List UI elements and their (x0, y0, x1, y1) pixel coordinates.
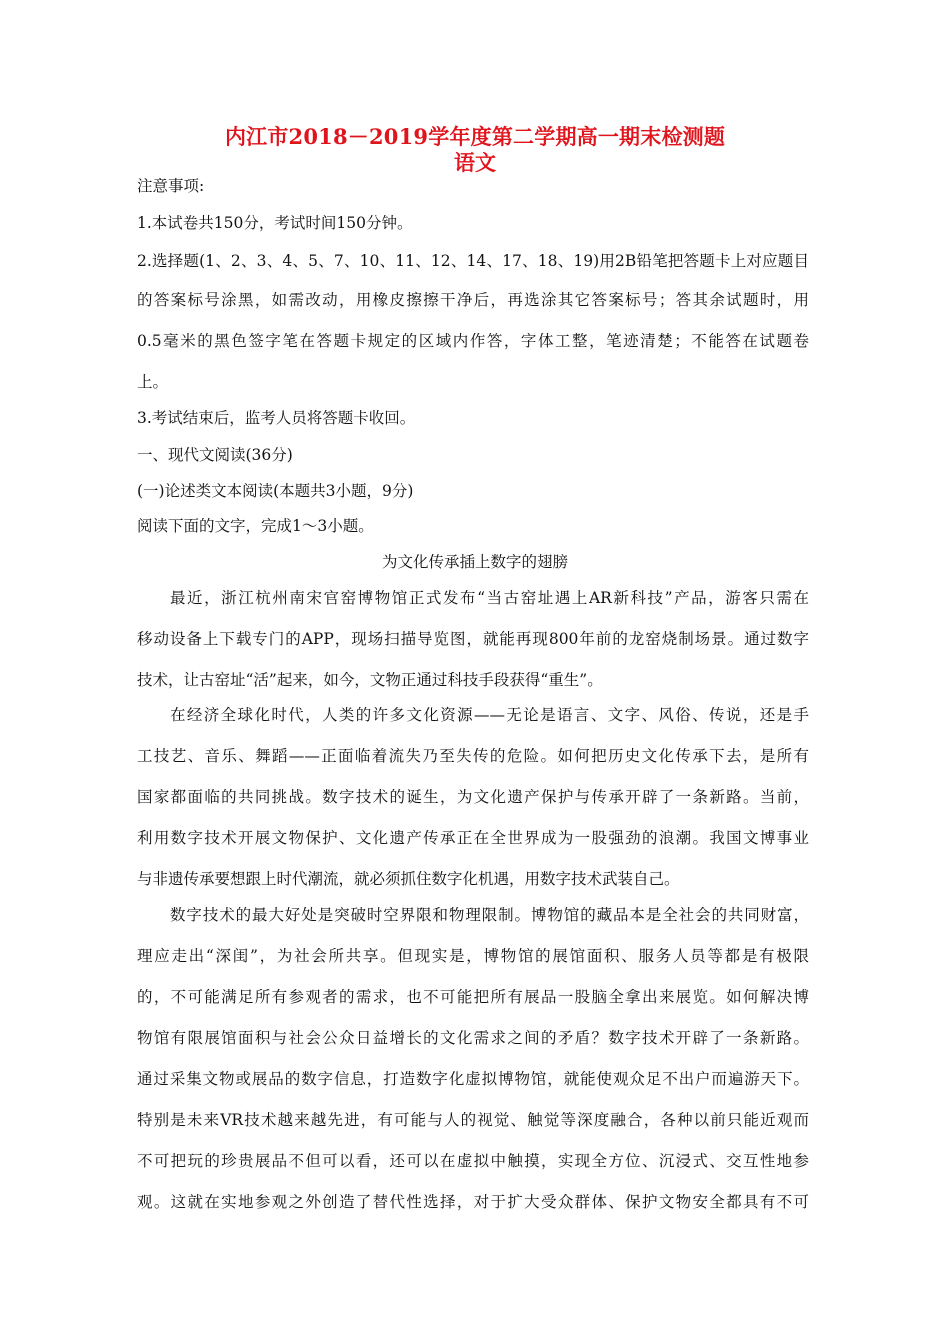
article-paragraph-line: 利用数字技术开展文物保护、文化遗产传承正在全世界成为一股强劲的浪潮。我国文博事业 (137, 829, 809, 847)
article-paragraph-line: 理应走出“深闺”，为社会所共享。但现实是，博物馆的展馆面积、服务人员等都是有极限 (137, 947, 809, 965)
article-paragraph-line: 工技艺、音乐、舞蹈——正面临着流失乃至失传的危险。如何把历史文化传承下去，是所有 (137, 747, 809, 765)
exam-title-block (0, 124, 950, 176)
article-paragraph-line: 技术，让古窑址“活”起来，如今，文物正通过科技手段获得“重生”。 (137, 671, 603, 689)
notice-line: 1.本试卷共150分，考试时间150分钟。 (137, 214, 413, 232)
article-paragraph-line: 观。这就在实地参观之外创造了替代性选择，对于扩大受众群体、保护文物安全都具有不可 (137, 1193, 809, 1211)
notice-line: 2.选择题(1、2、3、4、5、7、10、11、12、14、17、18、19)用2B铅笔把答题卡上对应题目 (137, 252, 809, 270)
notice-line: 3.考试结束后，监考人员将答题卡收回。 (137, 409, 416, 427)
article-paragraph-line: 与非遗传承要想跟上时代潮流，就必须抓住数字化机遇，用数字技术武装自己。 (137, 870, 680, 888)
notice-line: 的答案标号涂黑，如需改动，用橡皮擦擦干净后，再选涂其它答案标号；答其余试题时，用 (137, 291, 809, 309)
exam-subject: 语文 (454, 150, 496, 175)
article-paragraph-line: 特别是未来VR技术越来越先进，有可能与人的视觉、触觉等深度融合，各种以前只能近观而 (137, 1111, 809, 1129)
article-paragraph-line: 通过采集文物或展品的数字信息，打造数字化虚拟博物馆，就能使观众足不出户而遍游天下。 (137, 1070, 809, 1088)
article-paragraph-line: 不可把玩的珍贵展品不但可以看，还可以在虚拟中触摸，实现全方位、沉浸式、交互性地参 (137, 1152, 809, 1170)
section-instruction: 阅读下面的文字，完成1～3小题。 (137, 517, 374, 535)
article-paragraph-line: 国家都面临的共同挑战。数字技术的诞生，为文化遗产保护与传承开辟了一条新路。当前， (137, 788, 809, 806)
section-heading: 一、现代文阅读(36分) (137, 446, 293, 464)
article-paragraph-line: 的，不可能满足所有参观者的需求，也不可能把所有展品一股脑全拿出来展览。如何解决博 (137, 988, 809, 1006)
article-paragraph-line: 在经济全球化时代，人类的许多文化资源——无论是语言、文字、风俗、传说，还是手 (170, 706, 809, 724)
section-subheading: (一)论述类文本阅读(本题共3小题，9分) (137, 482, 414, 500)
article-paragraph-line: 移动设备上下载专门的APP，现场扫描导览图，就能再现800年前的龙窑烧制场景。通过数字 (137, 630, 809, 648)
notice-heading: 注意事项: (137, 177, 205, 195)
article-paragraph-line: 最近，浙江杭州南宋官窑博物馆正式发布“当古窑址遇上AR新科技”产品，游客只需在 (170, 589, 809, 607)
article-paragraph-line: 物馆有限展馆面积与社会公众日益增长的文化需求之间的矛盾？数字技术开辟了一条新路。 (137, 1029, 809, 1047)
article-title: 为文化传承插上数字的翅膀 (381, 553, 568, 571)
notice-line: 0.5毫米的黑色签字笔在答题卡规定的区域内作答，字体工整，笔迹清楚；不能答在试题卷 (137, 332, 809, 350)
article-paragraph-line: 数字技术的最大好处是突破时空界限和物理限制。博物馆的藏品本是全社会的共同财富， (170, 906, 809, 924)
exam-title: 内江市2018－2019学年度第二学期高一期末检测题 (224, 124, 726, 149)
notice-line: 上。 (137, 373, 169, 391)
